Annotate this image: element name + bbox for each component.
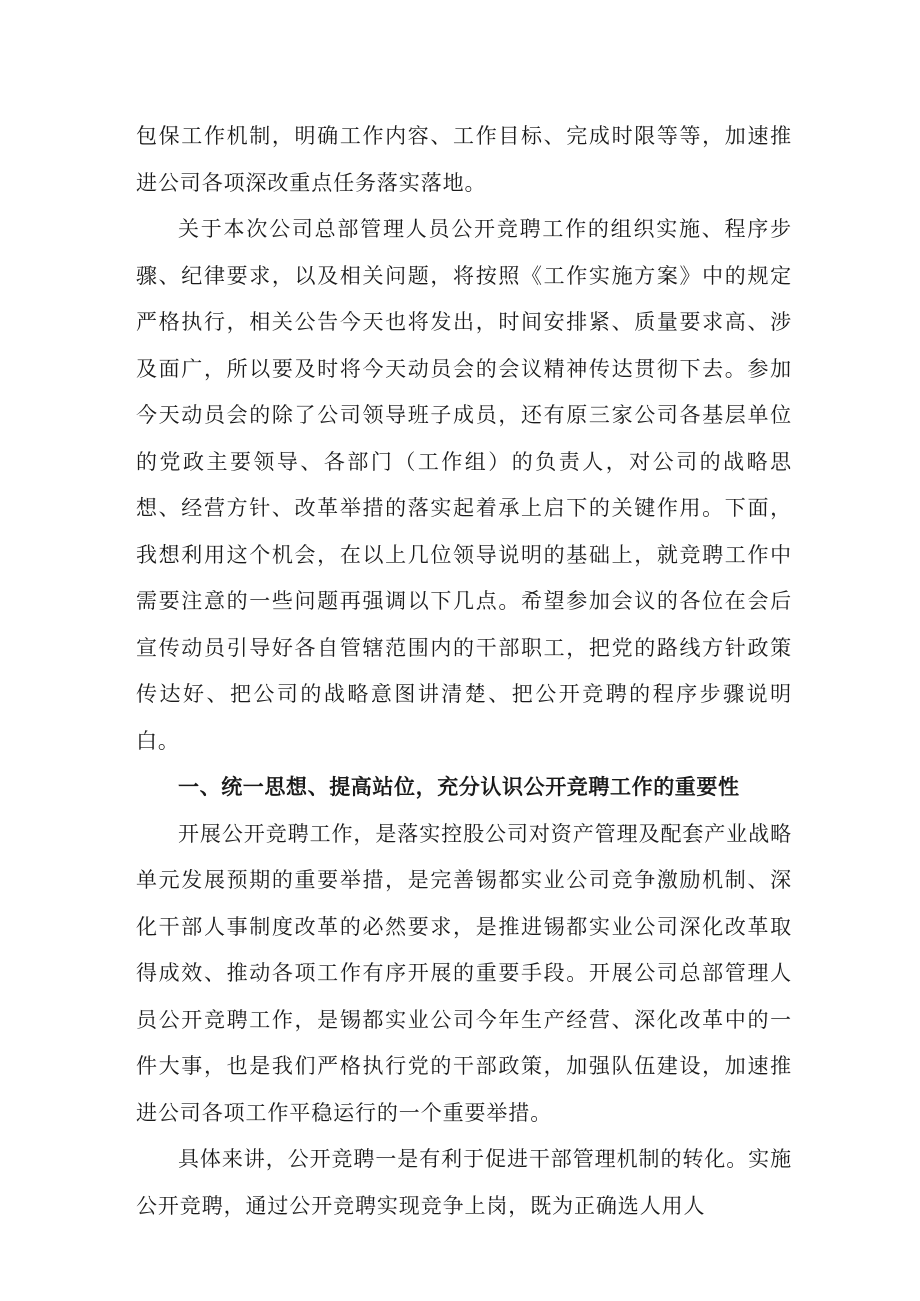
- paragraph-specifics: 具体来讲，公开竞聘一是有利于促进干部管理机制的转化。实施公开竞聘，通过公开竞聘实现竞争上岗，既为正确选人用人: [136, 1147, 792, 1218]
- document-body: [136, 113, 792, 1229]
- paragraph-recruitment-procedure: 关于本次公司总部管理人员公开竞聘工作的组织实施、程序步骤、纪律要求，以及相关问题，将按照《工作实施方案》中的规定严格执行，相关公告今天也将发出，时间安排紧、质量要求高、涉及面广，所以要及时将今天动员会的会议精神传达贯彻下去。参加今天动员会的除了公司领导班子成员，还有原三家公司各基层单位的党政主要领导、各部门（工作组）的负责人，对公司的战略思想、经营方针、改革举措的落实起着承上启下的关键作用。下面，我想利用这个机会，在以上几位领导说明的基础上，就竞聘工作中需要注意的一些问题再强调以下几点。希望参加会议的各位在会后宣传动员引导好各自管辖范围内的干部职工，把党的路线方针政策传达好、把公司的战略意图讲清楚、把公开竞聘的程序步骤说明白。: [136, 217, 792, 753]
- paragraph-importance: 开展公开竞聘工作，是落实控股公司对资产管理及配套产业战略单元发展预期的重要举措，是完善锡都实业公司竞争激励机制、深化干部人事制度改革的必然要求，是推进锡都实业公司深化改革取得成效、推动各项工作有序开展的重要手段。开展公司总部管理人员公开竞聘工作，是锡都实业公司今年生产经营、深化改革中的一件大事，也是我们严格执行党的干部政策，加强队伍建设，加速推进公司各项工作平稳运行的一个重要举措。: [136, 821, 792, 1125]
- paragraph-continuation: 包保工作机制，明确工作内容、工作目标、完成时限等等，加速推进公司各项深改重点任务落实落地。: [136, 124, 792, 195]
- section-heading-1: 一、统一思想、提高站位，充分认识公开竞聘工作的重要性: [178, 775, 740, 799]
